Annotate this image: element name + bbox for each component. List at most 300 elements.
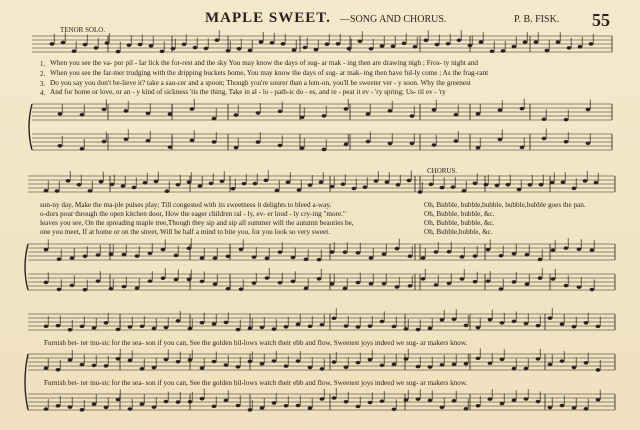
system2-mid-note-head: [447, 250, 452, 254]
system1-treble-note-head: [457, 38, 462, 42]
system2-bass-note-head: [135, 286, 140, 290]
system1-treble-note-head: [83, 43, 88, 47]
verse-line: leaves you see, On the spreading maple tree,Though they sip and sip all summer will the autumn beauties be,: [40, 219, 354, 227]
system2-bass-note-head: [356, 281, 361, 285]
system3-treble-note-head: [176, 319, 181, 323]
system3-mid-note-head: [536, 357, 541, 361]
system2-treble-note-head: [572, 187, 577, 191]
system2-bass-note-head: [343, 287, 348, 291]
system1-mid-note-head: [146, 112, 151, 116]
system3-mid-note-head: [380, 363, 385, 367]
system3-mid-note-head: [428, 365, 433, 369]
system1-treble-note-head: [556, 40, 561, 44]
system3-bass-note-head: [512, 398, 517, 402]
system3-treble-note-head: [140, 324, 145, 328]
system2-treble-note-head: [385, 180, 390, 184]
system3-mid-note-head: [212, 360, 217, 364]
page-number: 55: [592, 10, 610, 30]
system3-bass-note-head: [380, 399, 385, 403]
system3-mid-note-head: [200, 366, 205, 370]
system1-treble-note-head: [215, 38, 220, 42]
system1-bass-note-head: [322, 148, 327, 152]
system3-mid-note-head: [164, 358, 169, 362]
chorus-label: CHORUS.: [427, 167, 458, 175]
system2-treble-note-head: [231, 187, 236, 191]
system3-mid-note-head: [596, 368, 601, 372]
system2-bass-note-head: [109, 287, 114, 291]
system3-bass-note-head: [80, 408, 85, 412]
system2-bass-note-head: [408, 284, 413, 288]
system3-treble-note-head: [464, 324, 469, 328]
system3-bass-note-head: [224, 399, 229, 403]
system1-mid-note-head: [344, 107, 349, 111]
system1-mid-note-head: [476, 112, 481, 116]
system3-treble-note-head: [308, 324, 313, 328]
verse-number: 4.: [40, 89, 46, 97]
system2-treble-note-head: [132, 186, 137, 190]
system2-treble-note-head: [594, 181, 599, 185]
system1-mid-note-head: [124, 109, 129, 113]
system2-treble-note-head: [253, 182, 258, 186]
system2-bass-note-head: [44, 281, 49, 285]
system1-treble-note-head: [171, 47, 176, 51]
system1-treble-note-head: [578, 45, 583, 49]
system2-mid-note-head: [408, 254, 413, 258]
system3-bass-note-head: [236, 404, 241, 408]
system3-mid-note-head: [488, 361, 493, 365]
system3-treble-note-head: [104, 321, 109, 325]
system2-mid-note-head: [369, 256, 374, 260]
system1-treble-note-head: [314, 48, 319, 52]
system3-bass-note-head: [584, 407, 589, 411]
system2-treble-note-head: [539, 183, 544, 187]
system2-bass-note-head: [148, 279, 153, 283]
system1-treble-note-head: [127, 43, 132, 47]
system3-mid-note-head: [476, 357, 481, 361]
system2-treble-note-head: [143, 181, 148, 185]
system2-mid-note-head: [434, 250, 439, 254]
system1-mid-note-head: [564, 118, 569, 122]
system2-bass-note-head: [161, 276, 166, 280]
system1-treble-note-head: [369, 47, 374, 51]
system2-treble-note-head: [495, 184, 500, 188]
system1-treble-note-head: [72, 49, 77, 53]
tenor-solo-label: TENOR SOLO.: [60, 26, 106, 34]
system3-bass-note-head: [128, 407, 133, 411]
system2-mid-note-head: [512, 252, 517, 256]
system3-treble-note-head: [596, 325, 601, 329]
system2-bass-note-head: [278, 281, 283, 285]
system1-treble-note-head: [424, 38, 429, 42]
system3-mid-note-head: [68, 358, 73, 362]
system2-bass-note-head: [174, 278, 179, 282]
system3-bass-note-head: [428, 399, 433, 403]
system2-treble-note-head: [396, 183, 401, 187]
system3-mid-note-head: [548, 363, 553, 367]
system1-treble-note-head: [512, 45, 517, 49]
system3-bass-note-head: [152, 405, 157, 409]
system1-treble-note-head: [545, 49, 550, 53]
system3-treble-note-head: [68, 328, 73, 332]
system3-treble-note-head: [152, 327, 157, 331]
system3-brace: [25, 354, 28, 410]
system2-bass-note-head: [96, 279, 101, 283]
system1-treble-note-head: [479, 40, 484, 44]
system3-treble-note-head: [356, 325, 361, 329]
system1-treble-note-head: [325, 42, 330, 46]
system3-bass-note-head: [368, 401, 373, 405]
system3-bass-note-head: [344, 400, 349, 404]
system2-treble-note-head: [561, 180, 566, 184]
system3-bass-note-head: [416, 397, 421, 401]
system1-treble-note-head: [160, 50, 165, 54]
system3-bass-note-head: [488, 397, 493, 401]
system3-mid-note-head: [344, 365, 349, 369]
system3-bass-note-head: [284, 404, 289, 408]
system2-mid-note-head: [278, 250, 283, 254]
system3-mid-note-head: [56, 368, 61, 372]
system2-mid-note-head: [44, 248, 49, 252]
system2-mid-note-head: [486, 248, 491, 252]
system2-bass-note-head: [369, 282, 374, 286]
system2-treble-note-head: [187, 180, 192, 184]
system1-mid-note-head: [234, 113, 239, 117]
system1-treble-note-head: [94, 46, 99, 50]
system1-mid-note-head: [102, 108, 107, 112]
system1-mid-note-head: [366, 112, 371, 116]
system2-mid-note-head: [304, 258, 309, 262]
system2-bass-note-head: [70, 284, 75, 288]
system2-bass-note-head: [434, 283, 439, 287]
system2-bass-note-head: [590, 288, 595, 292]
system2-bass-note-head: [564, 284, 569, 288]
system1-bass-note-head: [388, 142, 393, 146]
system3-mid-note-head: [416, 365, 421, 369]
system3-treble-note-head: [128, 325, 133, 329]
system1-bass-note-head: [234, 146, 239, 150]
system3-treble-note-head: [344, 324, 349, 328]
system2-bass-note-head: [239, 287, 244, 291]
system3-mid-note-head: [80, 363, 85, 367]
song-title: MAPLE SWEET.: [205, 10, 331, 26]
system3-treble-note-head: [416, 328, 421, 332]
system2-mid-note-head: [421, 256, 426, 260]
system1-treble-note-head: [281, 42, 286, 46]
system3-bass-note-head: [44, 407, 49, 411]
verse-line: And for home or love, or an - y kind of sickness 'tis the thing, Take in al - lo - path-ic do - es, and re - peat it ev - 'ry spring; Us- til ev - 'ry: [50, 88, 446, 96]
system2-bass-note-head: [317, 277, 322, 281]
system3-mid-note-head: [512, 367, 517, 371]
system2-mid-note-head: [96, 253, 101, 257]
system1-treble-note-head: [105, 41, 110, 45]
system2-mid-note-head: [148, 251, 153, 255]
system2-bass-note-head: [512, 280, 517, 284]
chorus-line: Oh, Bubble, bubble,bubble, bubble,bubble goes the pan.: [424, 201, 586, 209]
system2-treble-note-head: [429, 183, 434, 187]
system1-bass-note-head: [58, 144, 63, 148]
system2-treble-note-head: [341, 182, 346, 186]
system1-bass-note-head: [212, 140, 217, 144]
system1-treble-note-head: [567, 46, 572, 50]
system1-bass-note-head: [454, 139, 459, 143]
system3-treble-note-head: [80, 325, 85, 329]
system1-treble-note-head: [534, 40, 539, 44]
system1-bass-note-head: [102, 140, 107, 144]
system1-bass-note-head: [256, 140, 261, 144]
system3-bass-note-head: [308, 406, 313, 410]
system2-treble-note-head: [99, 180, 104, 184]
verse-line: When you see the va- por pil - lar lick the for-rest and the sky You may know the days of sug- ar mak - ing then are drawing nigh ; Fros- ty night and: [50, 59, 479, 67]
system3-bass-note-head: [356, 405, 361, 409]
system3-bass-note-head: [68, 405, 73, 409]
system2-treble-note-head: [352, 187, 357, 191]
system3-bass-note-head: [92, 402, 97, 406]
system3-bass-note-head: [392, 407, 397, 411]
system3-bass-note-head: [164, 400, 169, 404]
system2-treble-note-head: [374, 179, 379, 183]
system2-bass-note-head: [473, 280, 478, 284]
verse-line: one you meet, If at home or on the street, Will be half a mind to bite you, for you look so very sweet.: [40, 228, 331, 236]
system3-treble-note-head: [224, 321, 229, 325]
system1-treble-note-head: [193, 46, 198, 50]
system3-treble-note-head: [572, 325, 577, 329]
system1-treble-note-head: [237, 47, 242, 51]
system2-bass-note-head: [265, 276, 270, 280]
system2-bass-note-head: [525, 282, 530, 286]
system2-treble-note-head: [77, 183, 82, 187]
system1-mid-note-head: [388, 109, 393, 113]
system2-treble-note-head: [517, 188, 522, 192]
system3-mid-note-head: [140, 367, 145, 371]
system2-treble-note-head: [176, 183, 181, 187]
system3-mid-note-head: [296, 359, 301, 363]
chorus-line: Furnish bet- ter mu-sic for the sea- son if you can, See the golden bil-lows watch their ebb and flow, Sweetest joys indeed we sug- ar makers know.: [44, 379, 468, 387]
system1-mid-note-head: [542, 117, 547, 121]
system2-bass-note-head: [395, 285, 400, 289]
system2-mid-note-head: [265, 257, 270, 261]
system1-treble-note-head: [347, 47, 352, 51]
system3-bass-note-head: [560, 404, 565, 408]
system3-mid-note-head: [368, 358, 373, 362]
system3-bass-note-head: [296, 404, 301, 408]
system3-treble-note-head: [392, 325, 397, 329]
verse-line: o-dors pour through the open kitchen door, How the eager children ral - ly, ev- er loud - ly cry-ing "more.": [40, 210, 346, 218]
system2-bass-note-head: [291, 280, 296, 284]
system3-treble-note-head: [500, 321, 505, 325]
system1-bass-note-head: [564, 140, 569, 144]
system1-treble-note-head: [446, 42, 451, 46]
chorus-line: Oh, Bubble, bubble, &c.: [424, 219, 495, 227]
system3-treble-note-head: [212, 322, 217, 326]
system3-treble-note-head: [320, 323, 325, 327]
system3-mid-note-head: [104, 364, 109, 368]
system2-treble-note-head: [308, 183, 313, 187]
system3-bass-note-head: [404, 398, 409, 402]
system2-mid-note-head: [460, 255, 465, 259]
verse-line: Do you say you don't be-lieve it? take a sau-cer and a spoon; Though you're sourer than a lem-on, you'll be sweeter ver - y soon. Why the greenest: [50, 79, 471, 87]
system1-bass-note-head: [410, 142, 415, 146]
system3-mid-note-head: [44, 366, 49, 370]
system1-bass-note-head: [146, 139, 151, 143]
system3-bass-note-head: [524, 397, 529, 401]
system3-bass-note-head: [200, 397, 205, 401]
system3-bass-note-head: [332, 396, 337, 400]
system3-mid-note-head: [464, 362, 469, 366]
system1-mid-note-head: [520, 107, 525, 111]
verse-line: sun-ny day, Make the ma-ple pulses play; Till congested with its sweetness it delights to bleed a-way.: [40, 201, 332, 209]
system2-bass-note-head: [200, 280, 205, 284]
system1-treble-note-head: [61, 41, 66, 45]
system1-treble-note-head: [138, 43, 143, 47]
system3-bass-note-head: [272, 401, 277, 405]
verse-number: 3.: [40, 80, 46, 88]
system1-bass-note-head: [366, 140, 371, 144]
system3-treble-note-head: [548, 316, 553, 320]
system2-treble-note-head: [55, 189, 60, 193]
system2-bass-note-head: [304, 286, 309, 290]
system3-mid-note-head: [92, 364, 97, 368]
system2-bass-note-head: [83, 288, 88, 292]
system1-bass-note-head: [124, 137, 129, 141]
system1-bass-note-head: [498, 138, 503, 142]
system3-treble-note-head: [164, 326, 169, 330]
system3-treble-note-head: [560, 322, 565, 326]
system3-treble-note-head: [296, 323, 301, 327]
system3-mid-note-head: [524, 367, 529, 371]
system2-mid-note-head: [122, 253, 127, 257]
system3-mid-note-head: [440, 363, 445, 367]
system2-mid-note-head: [252, 255, 257, 259]
system2-treble-note-head: [44, 189, 49, 193]
system1-brace: [29, 104, 32, 150]
system1-treble-note-head: [523, 40, 528, 44]
system3-mid-note-head: [236, 365, 241, 369]
system2-mid-note-head: [577, 247, 582, 251]
system3-treble-note-head: [92, 326, 97, 330]
system2-mid-note-head: [551, 248, 556, 252]
system2-treble-note-head: [88, 189, 93, 193]
system3-bass-note-head: [464, 407, 469, 411]
system2-brace: [25, 244, 28, 290]
system1-treble-note-head: [149, 44, 154, 48]
system2-bass-note-head: [486, 279, 491, 283]
system1-bass-note-head: [542, 137, 547, 141]
system1-bass-note-head: [278, 144, 283, 148]
system3-treble-note-head: [428, 327, 433, 331]
system1-treble-note-head: [435, 43, 440, 47]
system3-mid-note-head: [128, 359, 133, 363]
system3-mid-note-head: [176, 360, 181, 364]
system2-treble-note-head: [121, 184, 126, 188]
system2-treble-note-head: [220, 179, 225, 183]
system3-mid-note-head: [584, 361, 589, 365]
composer-name: P. B. FISK.: [514, 14, 560, 25]
system2-mid-note-head: [564, 246, 569, 250]
system3-bass-note-head: [452, 399, 457, 403]
system2-mid-note-head: [174, 254, 179, 258]
system2-bass-note-head: [382, 282, 387, 286]
system2-bass-note-head: [57, 288, 62, 292]
system3-treble-note-head: [368, 324, 373, 328]
system2-bass-note-head: [499, 287, 504, 291]
system2-mid-note-head: [200, 256, 205, 260]
system2-mid-note-head: [538, 258, 543, 262]
system2-mid-note-head: [473, 254, 478, 258]
system1-treble-note-head: [182, 43, 187, 47]
system2-mid-note-head: [57, 257, 62, 261]
system3-treble-note-head: [44, 324, 49, 328]
system2-bass-note-head: [213, 282, 218, 286]
system3-treble-note-head: [584, 321, 589, 325]
system3-mid-note-head: [224, 363, 229, 367]
system3-mid-note-head: [152, 366, 157, 370]
system3-bass-note-head: [212, 405, 217, 409]
system3-bass-note-head: [320, 397, 325, 401]
system2-mid-note-head: [525, 253, 530, 257]
system2-mid-note-head: [291, 256, 296, 260]
system2-bass-note-head: [187, 278, 192, 282]
system1-bass-note-head: [344, 142, 349, 146]
system2-mid-note-head: [70, 256, 75, 260]
chorus-line: Oh, Bubble,bubble, &c.: [424, 228, 493, 236]
system2-treble-note-head: [209, 182, 214, 186]
system3-mid-note-head: [272, 359, 277, 363]
system1-bass-note-head: [476, 146, 481, 150]
song-subtitle: —SONG AND CHORUS.: [340, 14, 447, 25]
system1-bass-note-head: [80, 147, 85, 151]
system2-mid-note-head: [395, 247, 400, 251]
system1-treble-note-head: [270, 41, 275, 45]
system1-mid-note-head: [190, 107, 195, 111]
system1-treble-note-head: [402, 42, 407, 46]
system2-mid-note-head: [590, 248, 595, 252]
system2-mid-note-head: [187, 247, 192, 251]
system1-mid-note-head: [322, 114, 327, 118]
system3-mid-note-head: [404, 357, 409, 361]
system3-mid-note-head: [356, 361, 361, 365]
system3-bass-note-head: [572, 406, 577, 410]
system2-bass-note-head: [551, 277, 556, 281]
system2-treble-note-head: [264, 179, 269, 183]
verse-number: 2.: [40, 70, 46, 78]
system2-treble-note-head: [506, 183, 511, 187]
system3-treble-note-head: [236, 328, 241, 332]
system1-treble-note-head: [490, 49, 495, 53]
system1-treble-note-head: [116, 50, 121, 54]
system2-treble-note-head: [242, 182, 247, 186]
system1-treble-note-head: [248, 49, 253, 53]
verse-number: 1.: [40, 60, 46, 68]
system3-treble-note-head: [476, 326, 481, 330]
system2-bass-note-head: [421, 277, 426, 281]
system3-mid-note-head: [452, 362, 457, 366]
system3-bass-note-head: [176, 400, 181, 404]
chorus-line: Oh, Bubble, bubble, &c.: [424, 210, 495, 218]
system3-treble-note-head: [380, 320, 385, 324]
system1-treble-note-head: [259, 40, 264, 44]
system1-mid-note-head: [256, 111, 261, 115]
system3-bass-note-head: [440, 406, 445, 410]
system3-bass-note-head: [260, 406, 265, 410]
system2-mid-note-head: [213, 256, 218, 260]
system2-treble-note-head: [473, 181, 478, 185]
system1-mid-note-head: [454, 113, 459, 117]
system3-treble-note-head: [512, 320, 517, 324]
system1-treble-note-head: [336, 42, 341, 46]
system3-bass-note-head: [476, 404, 481, 408]
system2-mid-note-head: [382, 252, 387, 256]
system2-treble-note-head: [484, 183, 489, 187]
